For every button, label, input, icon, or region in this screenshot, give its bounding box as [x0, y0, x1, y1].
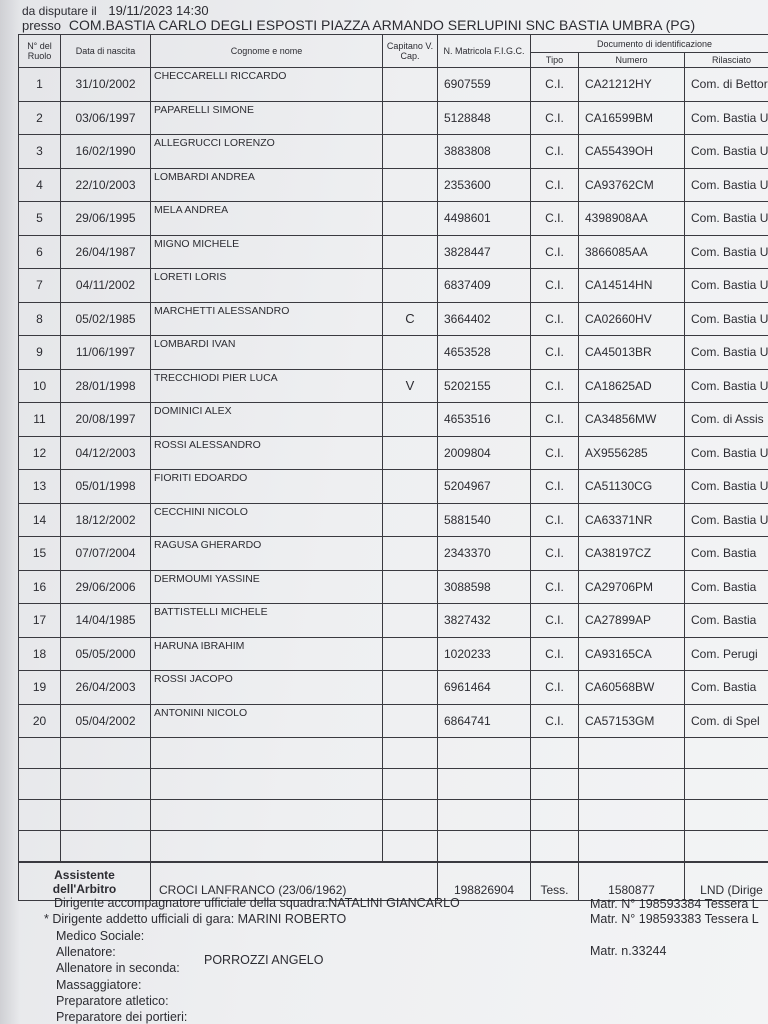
empty-row: [19, 738, 768, 769]
player-captain: [383, 403, 438, 437]
player-doc-issuer: Com. Bastia U: [685, 470, 768, 504]
player-matricola: 6907559: [438, 68, 531, 102]
player-matricola: 2343370: [438, 537, 531, 571]
col-header-ruolo: N° del Ruolo: [19, 35, 61, 68]
dirigente-accompagnatore: Dirigente accompagnatore ufficiale della squadra:NATALINI GIANCARLO: [54, 896, 460, 910]
player-doc-number: 3866085AA: [579, 235, 685, 269]
player-name: FIORITI EDOARDO: [151, 470, 383, 504]
players-table: [18, 34, 768, 901]
player-doc-number: CA34856MW: [579, 403, 685, 437]
assistant-doc-issuer: LND (Dirige: [685, 862, 768, 901]
player-doc-number: CA18625AD: [579, 369, 685, 403]
player-doc-number: CA57153GM: [579, 704, 685, 738]
player-name: TRECCHIODI PIER LUCA: [151, 369, 383, 403]
player-birthdate: 03/06/1997: [61, 101, 151, 135]
player-doc-type: C.I.: [531, 403, 579, 437]
player-matricola: 3827432: [438, 604, 531, 638]
table-row: [19, 68, 768, 102]
player-number: 20: [19, 704, 61, 738]
player-number: 7: [19, 269, 61, 303]
venue-value: COM.BASTIA CARLO DEGLI ESPOSTI PIAZZA ARMANDO SERLUPINI SNC BASTIA UMBRA (PG): [68, 17, 696, 33]
table-row: [19, 269, 768, 303]
player-doc-issuer: Com. Bastia U: [685, 101, 768, 135]
player-matricola: 2009804: [438, 436, 531, 470]
player-birthdate: 11/06/1997: [61, 336, 151, 370]
player-name: CHECCARELLI RICCARDO: [151, 68, 383, 102]
player-matricola: 3088598: [438, 570, 531, 604]
assistant-name: CROCI LANFRANCO (23/06/1962): [151, 862, 438, 901]
player-name: MIGNO MICHELE: [151, 235, 383, 269]
player-doc-type: C.I.: [531, 503, 579, 537]
player-doc-issuer: Com. Bastia: [685, 671, 768, 705]
venue-line: [22, 17, 695, 33]
dirigente-arbitri: * Dirigente addetto ufficiali di gara: MARINI ROBERTO: [44, 912, 347, 926]
player-captain: [383, 704, 438, 738]
player-doc-number: CA27899AP: [579, 604, 685, 638]
player-doc-type: C.I.: [531, 168, 579, 202]
player-birthdate: 29/06/1995: [61, 202, 151, 236]
player-name: HARUNA IBRAHIM: [151, 637, 383, 671]
player-birthdate: 05/05/2000: [61, 637, 151, 671]
table-row: [19, 101, 768, 135]
player-doc-number: CA93165CA: [579, 637, 685, 671]
player-matricola: 5202155: [438, 369, 531, 403]
player-doc-type: C.I.: [531, 336, 579, 370]
player-doc-number: CA93762CM: [579, 168, 685, 202]
player-doc-type: C.I.: [531, 235, 579, 269]
player-matricola: 5128848: [438, 101, 531, 135]
player-matricola: 6864741: [438, 704, 531, 738]
table-row: [19, 202, 768, 236]
player-birthdate: 26/04/1987: [61, 235, 151, 269]
player-matricola: 5204967: [438, 470, 531, 504]
match-date-line: [22, 3, 209, 18]
player-doc-type: C.I.: [531, 302, 579, 336]
col-header-documento: Documento di identificazione: [531, 35, 768, 53]
player-captain: [383, 135, 438, 169]
player-doc-issuer: Com. Bastia U: [685, 436, 768, 470]
staff-section: [0, 892, 768, 1024]
player-doc-issuer: Com. Perugi: [685, 637, 768, 671]
player-birthdate: 04/11/2002: [61, 269, 151, 303]
player-doc-issuer: Com. Bastia U: [685, 503, 768, 537]
player-captain: [383, 570, 438, 604]
player-doc-type: C.I.: [531, 704, 579, 738]
player-number: 11: [19, 403, 61, 437]
player-number: 2: [19, 101, 61, 135]
player-number: 6: [19, 235, 61, 269]
player-doc-type: C.I.: [531, 68, 579, 102]
player-captain: [383, 101, 438, 135]
player-doc-type: C.I.: [531, 369, 579, 403]
player-doc-number: CA16599BM: [579, 101, 685, 135]
player-matricola: 2353600: [438, 168, 531, 202]
table-row: [19, 302, 768, 336]
player-captain: [383, 202, 438, 236]
player-captain: [383, 336, 438, 370]
player-doc-number: CA63371NR: [579, 503, 685, 537]
player-captain: [383, 503, 438, 537]
player-doc-issuer: Com. Bastia U: [685, 135, 768, 169]
col-header-capitano: Capitano V. Cap.: [383, 35, 438, 68]
player-birthdate: 14/04/1985: [61, 604, 151, 638]
player-number: 19: [19, 671, 61, 705]
player-captain: [383, 436, 438, 470]
player-matricola: 1020233: [438, 637, 531, 671]
player-number: 8: [19, 302, 61, 336]
player-doc-type: C.I.: [531, 436, 579, 470]
player-birthdate: 22/10/2003: [61, 168, 151, 202]
player-number: 3: [19, 135, 61, 169]
player-birthdate: 18/12/2002: [61, 503, 151, 537]
player-name: PAPARELLI SIMONE: [151, 101, 383, 135]
player-matricola: 4653516: [438, 403, 531, 437]
player-captain: [383, 637, 438, 671]
empty-row: [19, 831, 768, 863]
table-row: [19, 470, 768, 504]
player-doc-type: C.I.: [531, 604, 579, 638]
player-doc-issuer: Com. di Bettor: [685, 68, 768, 102]
player-number: 1: [19, 68, 61, 102]
venue-label: presso: [22, 18, 62, 33]
player-doc-issuer: Com. Bastia: [685, 570, 768, 604]
col-header-nascita: Data di nascita: [61, 35, 151, 68]
player-name: LORETI LORIS: [151, 269, 383, 303]
table-row: [19, 336, 768, 370]
col-header-numero: Numero: [579, 53, 685, 68]
player-captain: C: [383, 302, 438, 336]
player-doc-issuer: Com. di Assis: [685, 403, 768, 437]
player-captain: [383, 168, 438, 202]
col-header-nome: Cognome e nome: [151, 35, 383, 68]
players-table-wrapper: [18, 34, 768, 901]
player-number: 12: [19, 436, 61, 470]
player-number: 18: [19, 637, 61, 671]
player-name: ALLEGRUCCI LORENZO: [151, 135, 383, 169]
player-number: 5: [19, 202, 61, 236]
player-matricola: 6961464: [438, 671, 531, 705]
player-matricola: 5881540: [438, 503, 531, 537]
col-header-matricola: N. Matricola F.I.G.C.: [438, 35, 531, 68]
player-doc-issuer: Com. Bastia U: [685, 336, 768, 370]
allenatore-label: Allenatore:: [56, 945, 116, 959]
player-captain: [383, 470, 438, 504]
player-doc-number: CA60568BW: [579, 671, 685, 705]
player-birthdate: 04/12/2003: [61, 436, 151, 470]
table-row: [19, 503, 768, 537]
player-name: BATTISTELLI MICHELE: [151, 604, 383, 638]
table-row: [19, 168, 768, 202]
player-birthdate: 29/06/2006: [61, 570, 151, 604]
player-captain: [383, 537, 438, 571]
player-birthdate: 26/04/2003: [61, 671, 151, 705]
player-doc-number: CA45013BR: [579, 336, 685, 370]
player-doc-number: CA38197CZ: [579, 537, 685, 571]
table-row: [19, 637, 768, 671]
table-row: [19, 135, 768, 169]
preparatore-portieri: Preparatore dei portieri:: [56, 1010, 188, 1024]
player-name: DERMOUMI YASSINE: [151, 570, 383, 604]
player-captain: V: [383, 369, 438, 403]
players-table-body: [19, 68, 768, 901]
player-doc-number: CA02660HV: [579, 302, 685, 336]
player-number: 16: [19, 570, 61, 604]
player-number: 15: [19, 537, 61, 571]
player-doc-type: C.I.: [531, 637, 579, 671]
player-birthdate: 05/04/2002: [61, 704, 151, 738]
player-matricola: 6837409: [438, 269, 531, 303]
player-name: LOMBARDI IVAN: [151, 336, 383, 370]
player-doc-type: C.I.: [531, 671, 579, 705]
medico-sociale: Medico Sociale:: [56, 929, 145, 943]
player-matricola: 4653528: [438, 336, 531, 370]
player-birthdate: 05/02/1985: [61, 302, 151, 336]
player-captain: [383, 269, 438, 303]
empty-row: [19, 800, 768, 831]
player-doc-issuer: Com. Bastia U: [685, 302, 768, 336]
player-name: MARCHETTI ALESSANDRO: [151, 302, 383, 336]
player-doc-type: C.I.: [531, 135, 579, 169]
player-doc-issuer: Com. Bastia U: [685, 202, 768, 236]
player-matricola: 3664402: [438, 302, 531, 336]
table-header-row: [19, 35, 768, 53]
col-header-tipo: Tipo: [531, 53, 579, 68]
player-name: RAGUSA GHERARDO: [151, 537, 383, 571]
assistant-doc-number: 1580877: [579, 862, 685, 901]
table-row: [19, 235, 768, 269]
matricola-2: Matr. N° 198593383 Tessera L: [590, 912, 759, 926]
match-date-label: da disputare il: [22, 4, 97, 18]
player-doc-number: CA51130CG: [579, 470, 685, 504]
player-number: 17: [19, 604, 61, 638]
player-number: 14: [19, 503, 61, 537]
paper-shadow: [0, 0, 20, 1024]
allenatore-seconda: Allenatore in seconda:: [56, 961, 180, 975]
player-doc-number: CA55439OH: [579, 135, 685, 169]
player-doc-issuer: Com. Bastia U: [685, 168, 768, 202]
player-number: 9: [19, 336, 61, 370]
player-name: MELA ANDREA: [151, 202, 383, 236]
table-row: [19, 570, 768, 604]
allenatore-name: PORROZZI ANGELO: [204, 953, 324, 967]
table-row: [19, 704, 768, 738]
player-doc-number: CA21212HY: [579, 68, 685, 102]
match-date-value: 19/11/2023 14:30: [108, 3, 209, 18]
player-number: 13: [19, 470, 61, 504]
player-name: ROSSI ALESSANDRO: [151, 436, 383, 470]
player-doc-issuer: Com. Bastia U: [685, 269, 768, 303]
player-name: DOMINICI ALEX: [151, 403, 383, 437]
player-doc-issuer: Com. Bastia U: [685, 235, 768, 269]
player-doc-issuer: Com. Bastia: [685, 604, 768, 638]
preparatore-atletico: Preparatore atletico:: [56, 994, 169, 1008]
matricola-3: Matr. n.33244: [590, 944, 667, 958]
player-number: 10: [19, 369, 61, 403]
player-matricola: 3883808: [438, 135, 531, 169]
empty-row: [19, 769, 768, 800]
player-matricola: 3828447: [438, 235, 531, 269]
table-row: [19, 537, 768, 571]
player-birthdate: 05/01/1998: [61, 470, 151, 504]
player-name: ANTONINI NICOLO: [151, 704, 383, 738]
player-doc-type: C.I.: [531, 202, 579, 236]
player-doc-type: C.I.: [531, 537, 579, 571]
player-name: CECCHINI NICOLO: [151, 503, 383, 537]
assistant-matricola: 198826904: [438, 862, 531, 901]
table-row: [19, 369, 768, 403]
player-captain: [383, 671, 438, 705]
assistant-doc-type: Tess.: [531, 862, 579, 901]
player-birthdate: 31/10/2002: [61, 68, 151, 102]
player-name: ROSSI JACOPO: [151, 671, 383, 705]
matricola-1: Matr. N° 198593384 Tessera L: [590, 897, 759, 911]
player-birthdate: 20/08/1997: [61, 403, 151, 437]
massaggiatore: Massaggiatore:: [56, 978, 142, 992]
player-doc-number: 4398908AA: [579, 202, 685, 236]
player-matricola: 4498601: [438, 202, 531, 236]
table-row: [19, 436, 768, 470]
player-doc-number: AX9556285: [579, 436, 685, 470]
player-number: 4: [19, 168, 61, 202]
player-birthdate: 07/07/2004: [61, 537, 151, 571]
player-name: LOMBARDI ANDREA: [151, 168, 383, 202]
table-row: [19, 671, 768, 705]
player-doc-issuer: Com. Bastia U: [685, 369, 768, 403]
player-doc-type: C.I.: [531, 570, 579, 604]
table-row: [19, 403, 768, 437]
player-captain: [383, 235, 438, 269]
player-doc-number: CA29706PM: [579, 570, 685, 604]
player-doc-issuer: Com. Bastia: [685, 537, 768, 571]
col-header-rilasciato: Rilasciato: [685, 53, 768, 68]
player-birthdate: 28/01/1998: [61, 369, 151, 403]
player-doc-type: C.I.: [531, 101, 579, 135]
player-doc-type: C.I.: [531, 470, 579, 504]
table-row: [19, 604, 768, 638]
assistant-label-text: Assistente dell'Arbitro: [52, 867, 117, 896]
player-doc-issuer: Com. di Spel: [685, 704, 768, 738]
player-captain: [383, 68, 438, 102]
player-birthdate: 16/02/1990: [61, 135, 151, 169]
player-doc-number: CA14514HN: [579, 269, 685, 303]
player-doc-type: C.I.: [531, 269, 579, 303]
player-captain: [383, 604, 438, 638]
